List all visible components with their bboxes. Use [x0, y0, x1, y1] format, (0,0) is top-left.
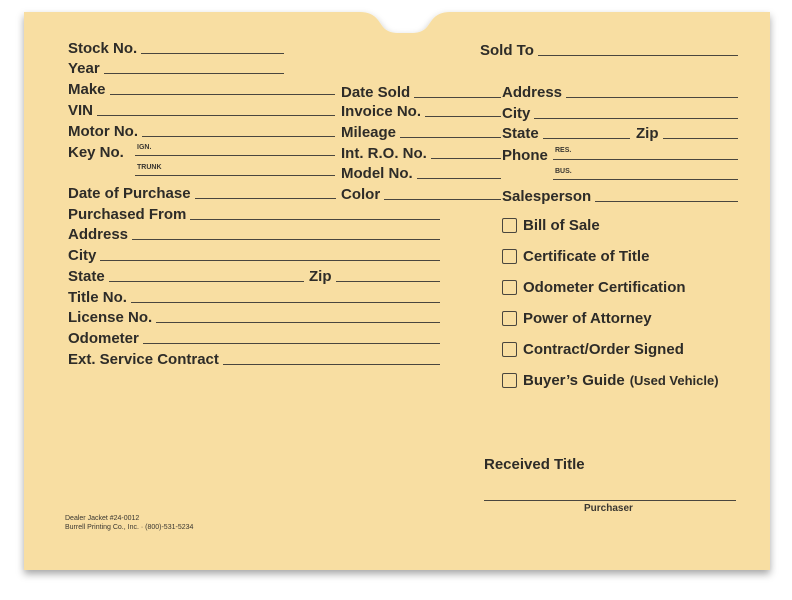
ign-key-line[interactable]: [135, 155, 335, 156]
right-address-label: Address: [502, 84, 563, 101]
salesperson-field[interactable]: [502, 187, 738, 206]
checklist-label: Odometer Certification: [523, 278, 686, 296]
ext-service-contract-field[interactable]: [68, 350, 440, 369]
stock-no-label: Stock No.: [68, 40, 138, 57]
odometer-field[interactable]: [68, 329, 440, 348]
left-zip-label: Zip: [309, 268, 332, 285]
sold-to-field[interactable]: [480, 41, 738, 60]
mileage-label: Mileage: [341, 124, 397, 141]
right-state-label: State: [502, 125, 539, 142]
vin-label: VIN: [68, 102, 94, 119]
checklist-label: Bill of Sale: [523, 216, 600, 234]
year-label: Year: [68, 60, 100, 77]
left-zip-field[interactable]: [309, 267, 440, 286]
make-field[interactable]: [68, 80, 335, 99]
date-sold-label: Date Sold: [341, 84, 411, 101]
model-no-field[interactable]: [341, 164, 501, 183]
checkbox-buyers-guide[interactable]: [502, 370, 719, 390]
ign-label: IGN.: [137, 144, 152, 151]
title-no-field[interactable]: [68, 288, 440, 307]
date-sold-field[interactable]: [341, 83, 501, 102]
color-field[interactable]: [341, 185, 501, 204]
trunk-label: TRUNK: [137, 164, 162, 171]
license-no-label: License No.: [68, 309, 153, 326]
purchaser-signature-line[interactable]: [484, 500, 736, 501]
title-no-label: Title No.: [68, 289, 127, 306]
purchased-from-label: Purchased From: [68, 206, 187, 223]
color-label: Color: [341, 186, 381, 203]
checkbox-odometer-certification[interactable]: [502, 277, 686, 297]
right-city-field[interactable]: [502, 104, 738, 123]
mileage-field[interactable]: [341, 123, 501, 142]
sold-to-label: Sold To: [480, 42, 534, 59]
purchaser-caption: Purchaser: [584, 503, 633, 514]
left-address-field[interactable]: [68, 225, 440, 244]
footer-line-2: Burrell Printing Co., Inc. · (800)-531-5234: [65, 524, 194, 531]
checkbox-square-icon[interactable]: [502, 342, 517, 357]
date-of-purchase-field[interactable]: [68, 184, 336, 203]
model-no-label: Model No.: [341, 165, 413, 182]
salesperson-label: Salesperson: [502, 188, 592, 205]
checkbox-contract-order-signed[interactable]: [502, 339, 684, 359]
checkbox-square-icon[interactable]: [502, 280, 517, 295]
checklist-label: Power of Attorney: [523, 309, 652, 327]
int-ro-no-label: Int. R.O. No.: [341, 145, 427, 162]
left-city-field[interactable]: [68, 246, 440, 265]
res-label: RES.: [555, 147, 572, 154]
left-state-label: State: [68, 268, 105, 285]
trunk-key-line[interactable]: [135, 175, 335, 176]
motor-no-field[interactable]: [68, 122, 335, 141]
footer-imprint: [65, 514, 193, 532]
right-state-field[interactable]: [502, 124, 630, 143]
checkbox-power-of-attorney[interactable]: [502, 308, 652, 328]
checklist-note: (Used Vehicle): [629, 372, 719, 388]
left-state-field[interactable]: [68, 267, 304, 286]
right-zip-field[interactable]: [636, 124, 738, 143]
motor-no-label: Motor No.: [68, 123, 138, 140]
purchased-from-field[interactable]: [68, 205, 440, 224]
left-address-label: Address: [68, 226, 129, 243]
right-city-label: City: [502, 105, 531, 122]
phone-field: [502, 146, 552, 165]
key-no-field: [68, 143, 128, 162]
checkbox-square-icon[interactable]: [502, 218, 517, 233]
checkbox-square-icon[interactable]: [502, 311, 517, 326]
left-city-label: City: [68, 247, 97, 264]
bus-label: BUS.: [555, 168, 572, 175]
license-no-field[interactable]: [68, 308, 440, 327]
key-no-label: Key No.: [68, 144, 124, 161]
checklist-label: Buyer’s Guide: [523, 371, 625, 389]
checkbox-square-icon[interactable]: [502, 249, 517, 264]
right-address-field[interactable]: [502, 83, 738, 102]
right-zip-label: Zip: [636, 125, 659, 142]
checkbox-certificate-of-title[interactable]: [502, 246, 649, 266]
res-phone-line[interactable]: [553, 159, 738, 160]
checklist-label: Contract/Order Signed: [523, 340, 684, 358]
invoice-no-field[interactable]: [341, 102, 501, 121]
vin-field[interactable]: [68, 101, 335, 120]
int-ro-no-field[interactable]: [341, 144, 501, 163]
phone-label: Phone: [502, 147, 548, 164]
bus-phone-line[interactable]: [553, 179, 738, 180]
checkbox-square-icon[interactable]: [502, 373, 517, 388]
make-label: Make: [68, 81, 106, 98]
footer-line-1: Dealer Jacket #24-0012: [65, 515, 140, 522]
invoice-no-label: Invoice No.: [341, 103, 422, 120]
year-field[interactable]: [68, 59, 284, 78]
received-title-heading: Received Title: [484, 456, 585, 473]
date-of-purchase-label: Date of Purchase: [68, 185, 191, 202]
ext-service-contract-label: Ext. Service Contract: [68, 351, 219, 368]
checklist-label: Certificate of Title: [523, 247, 650, 265]
checkbox-bill-of-sale[interactable]: [502, 215, 600, 235]
odometer-label: Odometer: [68, 330, 139, 347]
stock-no-field[interactable]: [68, 39, 284, 58]
